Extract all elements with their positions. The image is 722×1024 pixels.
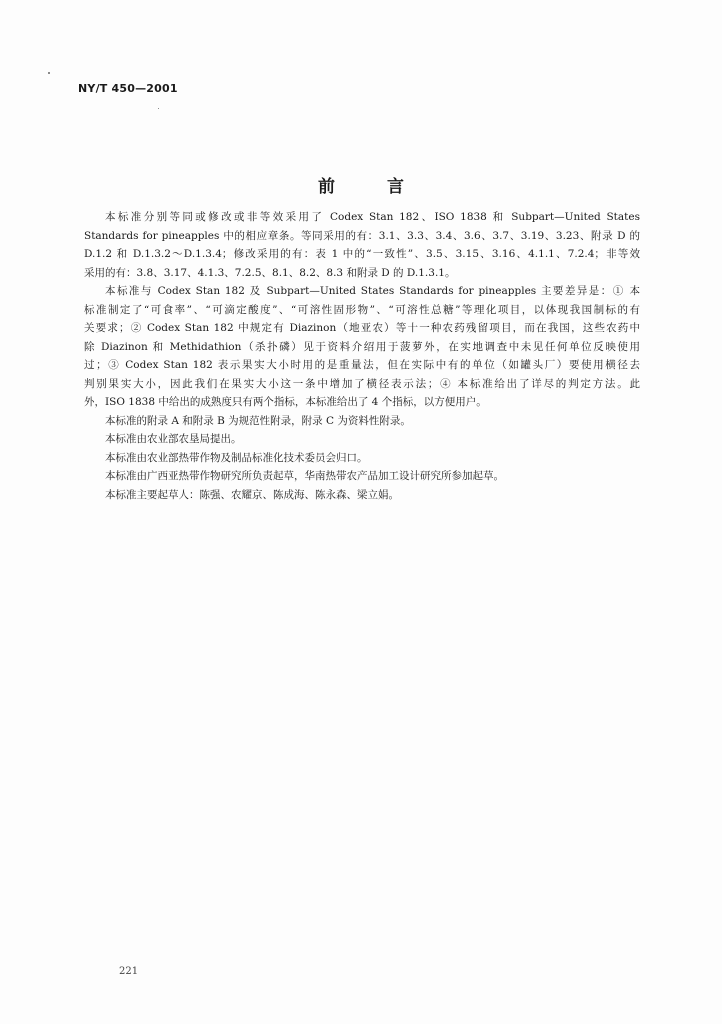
foreword-body [84, 208, 640, 504]
body-line: 判别果实大小，因此我们在果实大小这一条中增加了横径表示法；④ 本标准给出了详尽的判定方法。此 [84, 377, 640, 390]
standard-number: NY/T 450—2001 [78, 82, 178, 95]
body-line: 本标准主要起草人：陈强、农耀京、陈成海、陈永森、梁立娟。 [105, 488, 399, 501]
body-line: 标准制定了“可食率”、“可滴定酸度”、“可溶性固形物”、“可溶性总糖”等理化项目，以体现我国制标的有 [84, 303, 640, 316]
body-line: 外，ISO 1838 中给出的成熟度只有两个指标，本标准给出了 4 个指标，以方便用户。 [84, 396, 487, 408]
body-line: 过；③ Codex Stan 182 表示果实大小时用的是重量法，但在实际中有的单位（如罐头厂）要使用横径去 [84, 359, 640, 371]
scan-speck [48, 72, 50, 74]
body-line: 本标准的附录 A 和附录 B 为规范性附录，附录 C 为资料性附录。 [105, 414, 411, 427]
body-line: 本标准与 Codex Stan 182 及 Subpart—United States Standards for pineapples 主要差异是：① 本 [105, 285, 640, 297]
body-line: 本标准由农业部热带作物及制品标准化技术委员会归口。 [105, 451, 368, 464]
body-line: Standards for pineapples 中的相应章条。等同采用的有：3.1、3.3、3.4、3.6、3.7、3.19、3.23、附录 D 的 [84, 229, 640, 242]
body-line: 除 Diazinon 和 Methidathion（杀扑磷）见于资料介绍用于菠萝外，在实地调查中未见任何单位反映使用 [84, 340, 640, 353]
title-char-2: 言 [387, 177, 404, 197]
body-line: 采用的有：3.8、3.17、4.1.3、7.2.5、8.1、8.2、8.3 和附录 D 的 D.1.3.1。 [84, 266, 456, 279]
section-title [0, 172, 722, 197]
body-line: 本标准分别等同或修改或非等效采用了 Codex Stan 182、ISO 1838 和 Subpart—United States [105, 211, 640, 223]
title-char-1: 前 [318, 177, 335, 197]
body-line: 本标准由农业部农垦局提出。 [105, 433, 242, 445]
scan-speck [158, 108, 159, 109]
page-number: 221 [119, 966, 139, 977]
body-line: 本标准由广西亚热带作物研究所负责起草，华南热带农产品加工设计研究所参加起草。 [105, 470, 504, 482]
body-line: D.1.2 和 D.1.3.2～D.1.3.4；修改采用的有：表 1 中的“一致性”、3.5、3.15、3.16、4.1.1、7.2.4；非等效 [84, 248, 640, 260]
body-line: 关要求；② Codex Stan 182 中规定有 Diazinon（地亚农）等十一种农药残留项目，而在我国，这些农药中 [84, 322, 640, 334]
